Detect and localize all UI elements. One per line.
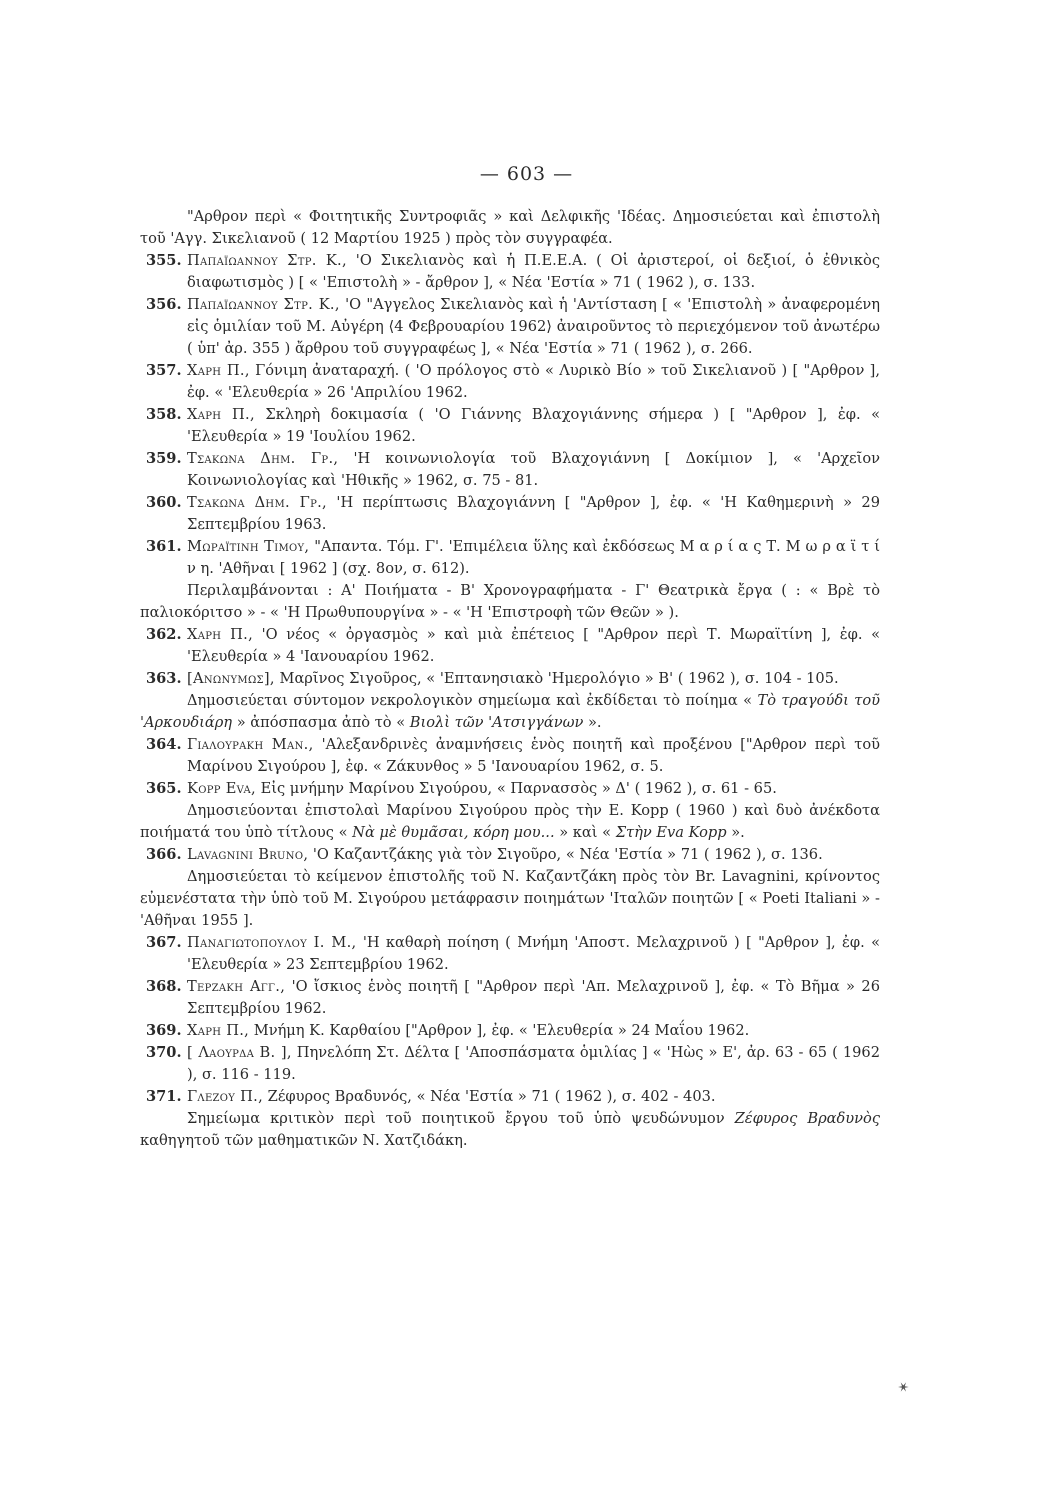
note-text: Δημοσιεύονται ἐπιστολαὶ Μαρίνου Σιγούρου πρὸς τὴν E. Kopp ( 1960 ) καὶ δυὸ ἀνέκδοτα ποιήματά του ὑπὸ τίτλους «	[140, 802, 880, 841]
entry-number: 356.	[146, 296, 182, 313]
bibliography-entry	[140, 668, 880, 734]
note-title: Ζέφυρος Βραδυνὸς	[724, 1110, 880, 1127]
entry-text: Ζέφυρος Βραδυνός, « Νέα 'Εστία » 71 ( 1962 ), σ. 402 - 403.	[263, 1088, 716, 1105]
intro-text: "Αρθρον περὶ « Φοιτητικῆς Συντροφιᾶς » καὶ Δελφικῆς 'Ιδέας. Δημοσιεύεται καὶ ἐπιστολὴ τοῦ 'Αγγ. Σικελιανοῦ ( 12 Μαρτίου 1925 ) πρὸς τὸν συγγραφέα.	[140, 208, 880, 247]
entry-number: 358.	[146, 406, 182, 423]
ink-speck: ✶	[893, 1378, 912, 1398]
intro-paragraph	[140, 206, 880, 250]
note-text: » ἀπόσπασμα ἀπὸ τὸ «	[236, 714, 406, 731]
entry-author: Μωραϊτινη Τιμου,	[187, 538, 310, 555]
entry-text: Εἰς μνήμην Μαρίνου Σιγούρου, « Παρνασσὸς » Δ' ( 1962 ), σ. 61 - 65.	[255, 780, 777, 797]
entry-number: 365.	[146, 780, 182, 797]
entry-text: Μνήμη Κ. Καρθαίου ["Αρθρον ], ἐφ. « 'Ελευθερία » 24 Μαΐου 1962.	[249, 1022, 750, 1039]
entry-author: Γιαλουρακη Μαν.,	[187, 736, 314, 753]
entry-number: 364.	[146, 736, 182, 753]
bibliography-entry	[140, 1086, 880, 1152]
entry-author: [ Λαουρδα Β. ],	[187, 1044, 292, 1061]
bibliography-entry	[140, 932, 880, 976]
entry-text: 'Ο "Αγγελος Σικελιανὸς καὶ ἡ 'Αντίσταση [ « 'Επιστολὴ » ἀναφερομένη εἰς ὁμιλίαν τοῦ Μ. Αὐγέρη ⟨4 Φεβρουαρίου 1962⟩ ἀναιροῦντος τὸ περιεχόμενον τοῦ ἀνωτέρω ( ὑπ' ἀρ. 355 ) ἄρθρου τοῦ συγγραφέως ], « Νέα 'Εστία » 71 ( 1962 ), σ. 266.	[187, 296, 880, 357]
entry-author: Χαρη Π.,	[187, 362, 250, 379]
entry-author: Παπαϊωαννου Στρ. Κ.,	[187, 296, 340, 313]
entry-text: 'Η καθαρὴ ποίηση ( Μνήμη 'Αποστ. Μελαχρινοῦ ) [ "Αρθρον ], ἐφ. « 'Ελευθερία » 23 Σεπτεμβρίου 1962.	[187, 934, 880, 973]
entry-note	[140, 1108, 880, 1152]
entry-author: Χαρη Π.,	[187, 626, 254, 643]
entry-author: Χαρη Π.,	[187, 406, 255, 423]
entry-note	[140, 690, 880, 734]
entry-number: 367.	[146, 934, 182, 951]
bibliography-body	[140, 206, 880, 1152]
entry-number: 357.	[146, 362, 182, 379]
entry-author: Lavagnini Bruno,	[187, 846, 309, 863]
entry-number: 360.	[146, 494, 182, 511]
entry-text: 'Ο ἴσκιος ἑνὸς ποιητῆ [ "Αρθρον περὶ 'Απ. Μελαχρινοῦ ], ἐφ. « Τὸ Βῆμα » 26 Σεπτεμβρίου 1962.	[187, 978, 880, 1017]
entry-number: 371.	[146, 1088, 182, 1105]
bibliography-entry	[140, 360, 880, 404]
bibliography-entry	[140, 844, 880, 932]
entry-text: Γόνιμη ἀναταραχή. ( 'Ο πρόλογος στὸ « Λυρικὸ Βίο » τοῦ Σικελιανοῦ ) [ "Αρθρον ], ἐφ. « 'Ελευθερία » 26 'Απριλίου 1962.	[187, 362, 880, 401]
entry-author: [Ανωνυμως],	[187, 670, 275, 687]
entry-text: 'Αλεξανδρινὲς ἀναμνήσεις ἑνὸς ποιητῆ καὶ προξένου ["Αρθρον περὶ τοῦ Μαρίνου Σιγούρου ], ἐφ. « Ζάκυνθος » 5 'Ιανουαρίου 1962, σ. 5.	[187, 736, 881, 775]
entry-text: 'Ο Σικελιανὸς καὶ ἡ Π.Ε.Ε.Α. ( Οἱ ἀριστεροί, οἱ δεξιοί, ὁ ἐθνικὸς διαφωτισμὸς ) [ « 'Επιστολὴ » - ἄρθρον ], « Νέα 'Εστία » 71 ( 1962 ), σ. 133.	[187, 252, 881, 291]
bibliography-entry	[140, 734, 880, 778]
note-text: καθηγητοῦ τῶν μαθηματικῶν Ν. Χατζιδάκη.	[140, 1132, 468, 1149]
entry-number: 362.	[146, 626, 182, 643]
note-title: Τὸ τραγούδι τοῦ 'Αρκουδιάρη	[140, 692, 880, 731]
note-text: ».	[588, 714, 602, 731]
bibliography-entry	[140, 536, 880, 624]
entry-author: Τσακωνα Δημ. Γρ.,	[187, 494, 327, 511]
entry-text: 'Η περίπτωσις Βλαχογιάννη [ "Αρθρον ], ἐφ. « 'Η Καθημερινὴ » 29 Σεπτεμβρίου 1963.	[187, 494, 880, 533]
entry-number: 369.	[146, 1022, 182, 1039]
bibliography-entry	[140, 492, 880, 536]
entry-note: Δημοσιεύεται τὸ κείμενον ἐπιστολῆς τοῦ Ν. Καζαντζάκη πρὸς τὸν Br. Lavagnini, κρίνοντος εὐμενέστατα τὴν ὑπὸ τοῦ Μ. Σιγούρου μετάφρασιν ποιημάτων 'Ιταλῶν ποιητῶν [ « Poeti Italiani » - 'Αθῆναι 1955 ].	[140, 868, 880, 929]
note-title: Βιολὶ τῶν 'Ατσιγγάνων	[405, 714, 588, 731]
bibliography-entry	[140, 1042, 880, 1086]
bibliography-entry	[140, 624, 880, 668]
note-text: Δημοσιεύεται σύντομον νεκρολογικὸν σημείωμα καὶ ἐκδίδεται τὸ ποίημα «	[187, 692, 753, 709]
entry-author: Τσακωνα Δημ. Γρ.,	[187, 450, 339, 467]
entry-author: Παπαϊωαννου Στρ. Κ.,	[187, 252, 347, 269]
note-text: Σημείωμα κριτικὸν περὶ τοῦ ποιητικοῦ ἔργου τοῦ ὑπὸ ψευδώνυμον	[187, 1110, 725, 1127]
entry-number: 355.	[146, 252, 182, 269]
entry-author: Kopp Eva,	[187, 780, 256, 797]
entry-number: 370.	[146, 1044, 182, 1061]
entry-number: 368.	[146, 978, 182, 995]
bibliography-entry	[140, 448, 880, 492]
entry-number: 363.	[146, 670, 182, 687]
note-text: » καὶ «	[559, 824, 612, 841]
bibliography-entry	[140, 976, 880, 1020]
entry-author: Γλεζου Π.,	[187, 1088, 264, 1105]
entry-author: Χαρη Π.,	[187, 1022, 250, 1039]
entry-number: 361.	[146, 538, 182, 555]
note-title: Νὰ μὲ θυμᾶσαι, κόρη μου...	[347, 824, 560, 841]
bibliography-entry	[140, 778, 880, 844]
entry-text: "Απαντα. Τόμ. Γ'. 'Επιμέλεια ὕλης καὶ ἐκδόσεως Μ α ρ ί α ς Τ. Μ ω ρ α ϊ τ ί ν η. 'Αθῆναι [ 1962 ] (σχ. 8ον, σ. 612).	[187, 538, 880, 577]
page-number: — 603 —	[479, 163, 574, 185]
entry-text: Σκληρὴ δοκιμασία ( 'Ο Γιάννης Βλαχογιάννης σήμερα ) [ "Αρθρον ], ἐφ. « 'Ελευθερία » 19 'Ιουλίου 1962.	[187, 406, 881, 445]
bibliography-entry	[140, 1020, 880, 1042]
entry-note	[140, 800, 880, 844]
note-text: ».	[731, 824, 745, 841]
entry-number: 359.	[146, 450, 182, 467]
entry-text: 'Ο Καζαντζάκης γιὰ τὸν Σιγοῦρο, « Νέα 'Εστία » 71 ( 1962 ), σ. 136.	[308, 846, 823, 863]
entry-number: 366.	[146, 846, 182, 863]
bibliography-entry	[140, 294, 880, 360]
entry-text: Μαρῖνος Σιγοῦρος, « 'Επτανησιακὸ 'Ημερολόγιο » Β' ( 1962 ), σ. 104 - 105.	[274, 670, 839, 687]
bibliography-entry	[140, 250, 880, 294]
entry-text: 'Η κοινωνιολογία τοῦ Βλαχογιάννη [ Δοκίμιον ], « 'Αρχεῖον Κοινωνιολογίας καὶ 'Ηθικῆς » 1962, σ. 75 - 81.	[187, 450, 880, 489]
entry-text: Πηνελόπη Στ. Δέλτα [ 'Αποσπάσματα ὁμιλίας ] « 'Ηὼς » Ε', ἀρ. 63 - 65 ( 1962 ), σ. 116 - 119.	[187, 1044, 881, 1083]
bibliography-entry	[140, 404, 880, 448]
entry-note: Περιλαμβάνονται : Α' Ποιήματα - Β' Χρονογραφήματα - Γ' Θεατρικὰ ἔργα ( : « Βρὲ τὸ παλιοκόριτσο » - « 'Η Πρωθυπουργίνα » - « 'Η 'Επιστροφὴ τῶν Θεῶν » ).	[140, 582, 880, 621]
note-title: Στὴν Eva Kopp	[611, 824, 732, 841]
entry-text: 'Ο νέος « ὀργασμὸς » καὶ μιὰ ἐπέτειος [ "Αρθρον περὶ Τ. Μωραϊτίνη ], ἐφ. « 'Ελευθερία » 4 'Ιανουαρίου 1962.	[187, 626, 880, 665]
entry-author: Παναγιωτοπουλου Ι. Μ.,	[187, 934, 357, 951]
entry-author: Τερζακη Αγγ.,	[187, 978, 286, 995]
